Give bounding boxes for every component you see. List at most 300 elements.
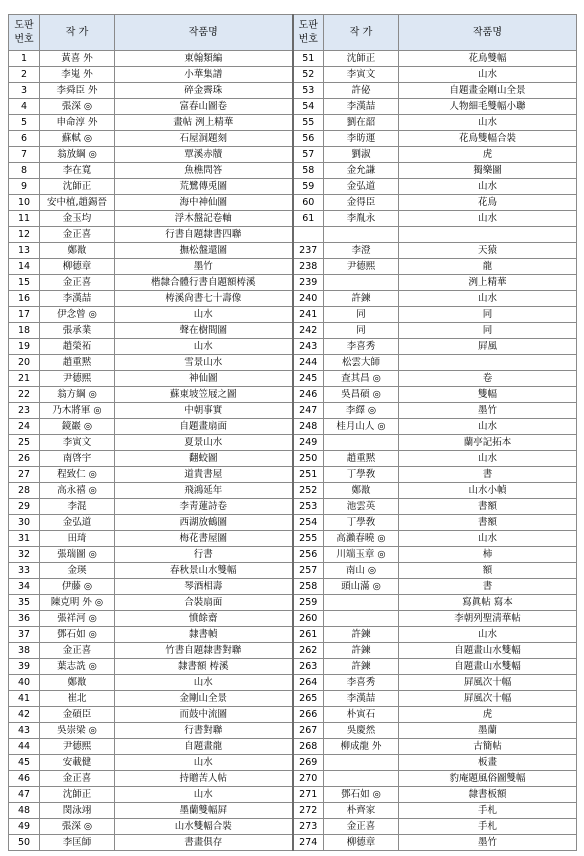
title-cell: 山水 [115, 307, 293, 323]
title-cell: 山水 [399, 67, 577, 83]
plate-number-cell: 13 [9, 243, 40, 259]
plate-number-cell: 11 [9, 211, 40, 227]
plate-number-cell: 33 [9, 563, 40, 579]
plate-number-cell: 58 [293, 163, 324, 179]
plate-number-cell: 248 [293, 419, 324, 435]
title-cell: 花鳥雙幅合裝 [399, 131, 577, 147]
plate-number-cell: 4 [9, 99, 40, 115]
plate-number-cell: 45 [9, 755, 40, 771]
table-row [9, 531, 577, 547]
artist-cell: 程致仁 ◎ [40, 467, 115, 483]
title-cell: 海中神仙圖 [115, 195, 293, 211]
artist-cell: 安中植,趙錫晉 [40, 195, 115, 211]
title-cell: 花鳥雙幅 [399, 51, 577, 67]
artist-cell: 桂月山人 ◎ [324, 419, 399, 435]
artist-cell: 李舜臣 外 [40, 83, 115, 99]
title-cell: 額 [399, 563, 577, 579]
plate-number-cell: 269 [293, 755, 324, 771]
title-cell: 金剛山全景 [115, 691, 293, 707]
artist-cell: 乃木將軍 ◎ [40, 403, 115, 419]
plate-number-cell: 273 [293, 819, 324, 835]
artist-cell: 吳慶然 [324, 723, 399, 739]
artist-cell: 池雲英 [324, 499, 399, 515]
plate-number-cell: 245 [293, 371, 324, 387]
title-cell: 翻蛟圖 [115, 451, 293, 467]
plate-number-cell: 6 [9, 131, 40, 147]
title-cell: 自題畫山水雙幅 [399, 643, 577, 659]
title-cell: 書 [399, 579, 577, 595]
plate-number-cell: 243 [293, 339, 324, 355]
plate-number-cell: 268 [293, 739, 324, 755]
artist-cell: 丁學敎 [324, 467, 399, 483]
artist-cell: 趙重黙 [40, 355, 115, 371]
plate-number-cell: 55 [293, 115, 324, 131]
artist-cell: 許鍊 [324, 643, 399, 659]
title-cell: 飛鴻延年 [115, 483, 293, 499]
title-cell: 虎 [399, 707, 577, 723]
title-cell: 古簡帖 [399, 739, 577, 755]
title-cell: 卷 [399, 371, 577, 387]
plate-number-cell: 46 [9, 771, 40, 787]
artist-cell: 吳崇梁 ◎ [40, 723, 115, 739]
table-row [9, 227, 577, 243]
title-cell: 李朝列聖淸華帖 [399, 611, 577, 627]
artist-cell: 張承業 [40, 323, 115, 339]
title-cell: 荒鷺傳兎圖 [115, 179, 293, 195]
title-cell: 花鳥 [399, 195, 577, 211]
title-cell: 蘭亭記拓本 [399, 435, 577, 451]
title-cell: 聲在樹間圖 [115, 323, 293, 339]
plate-number-cell: 59 [293, 179, 324, 195]
title-cell: 山水 [399, 291, 577, 307]
table-row [9, 659, 577, 675]
plate-number-cell: 36 [9, 611, 40, 627]
header-plate-number [293, 15, 324, 51]
plate-number-cell: 252 [293, 483, 324, 499]
table-row [9, 771, 577, 787]
header-title: 작품명 [399, 15, 577, 51]
artist-cell: 査其昌 ◎ [324, 371, 399, 387]
artist-cell: 鄧石如 ◎ [40, 627, 115, 643]
title-cell: 墨竹 [115, 259, 293, 275]
title-cell: 蘇東坡笠屐之圖 [115, 387, 293, 403]
title-cell: 合裝扇面 [115, 595, 293, 611]
title-cell: 李靑蓮詩卷 [115, 499, 293, 515]
plate-number-cell: 43 [9, 723, 40, 739]
title-cell: 山水 [115, 755, 293, 771]
table-row [9, 339, 577, 355]
title-cell: 自題畫扇面 [115, 419, 293, 435]
title-cell: 虎 [399, 147, 577, 163]
plate-number-cell: 266 [293, 707, 324, 723]
artist-cell: 南山 ◎ [324, 563, 399, 579]
plate-number-cell: 256 [293, 547, 324, 563]
artist-cell: 松雲大師 [324, 355, 399, 371]
title-cell: 石屋洞題刻 [115, 131, 293, 147]
plate-number-cell: 2 [9, 67, 40, 83]
title-cell: 行書自題隸書四聯 [115, 227, 293, 243]
artist-cell: 金弘道 [40, 515, 115, 531]
table-row [9, 115, 577, 131]
artist-cell: 趙重黙 [324, 451, 399, 467]
title-cell: 屛風次十幅 [399, 691, 577, 707]
plate-number-cell: 19 [9, 339, 40, 355]
title-cell: 山水 [399, 179, 577, 195]
title-cell: 行書 [115, 547, 293, 563]
title-cell: 春秋景山水雙幅 [115, 563, 293, 579]
plate-number-cell: 242 [293, 323, 324, 339]
title-cell: 山水 [399, 115, 577, 131]
title-cell: 屛風次十幅 [399, 675, 577, 691]
table-row [9, 611, 577, 627]
title-cell: 自題畫龍 [115, 739, 293, 755]
table-row [9, 467, 577, 483]
table-row [9, 243, 577, 259]
title-cell: 同 [399, 323, 577, 339]
plate-number-cell: 56 [293, 131, 324, 147]
plate-number-cell: 270 [293, 771, 324, 787]
artist-cell: 李嵬 外 [40, 67, 115, 83]
title-cell: 雙幅 [399, 387, 577, 403]
title-cell: 豹庵題風俗圖雙幅 [399, 771, 577, 787]
artist-cell: 張深 ◎ [40, 99, 115, 115]
table-row [9, 211, 577, 227]
title-cell: 雪景山水 [115, 355, 293, 371]
plate-number-cell: 38 [9, 643, 40, 659]
artist-cell [324, 611, 399, 627]
plate-number-cell: 27 [9, 467, 40, 483]
plate-number-cell: 8 [9, 163, 40, 179]
table-row [9, 595, 577, 611]
plate-number-cell: 251 [293, 467, 324, 483]
artist-cell: 朴寅石 [324, 707, 399, 723]
table-row [9, 419, 577, 435]
title-cell [399, 227, 577, 243]
artist-cell: 申命淳 外 [40, 115, 115, 131]
artist-cell: 金瑛 [40, 563, 115, 579]
title-cell: 覃溪赤牘 [115, 147, 293, 163]
table-row [9, 755, 577, 771]
table-row [9, 819, 577, 835]
title-cell: 山水 [399, 627, 577, 643]
title-cell: 中朝事實 [115, 403, 293, 419]
title-cell: 墨蘭雙幅屛 [115, 803, 293, 819]
artist-cell [324, 755, 399, 771]
artist-cell: 金正喜 [40, 643, 115, 659]
title-cell: 屛風 [399, 339, 577, 355]
artist-cell: 劉在韶 [324, 115, 399, 131]
plate-number-cell: 57 [293, 147, 324, 163]
table-row [9, 51, 577, 67]
title-cell: 楷隸合體行書自題額梼溪 [115, 275, 293, 291]
table-container [8, 14, 577, 851]
artist-cell: 柳成龍 外 [324, 739, 399, 755]
table-row [9, 787, 577, 803]
plate-number-cell: 30 [9, 515, 40, 531]
plate-number-cell: 10 [9, 195, 40, 211]
title-cell: 神仙圖 [115, 371, 293, 387]
artist-cell: 趙榮祏 [40, 339, 115, 355]
artist-cell [324, 595, 399, 611]
title-cell: 山水 [399, 419, 577, 435]
artist-cell: 鄧石如 ◎ [324, 787, 399, 803]
artist-cell: 張祥河 ◎ [40, 611, 115, 627]
title-cell [399, 355, 577, 371]
artist-cell: 尹德熙 [40, 371, 115, 387]
title-cell: 山水小幀 [399, 483, 577, 499]
table-row [9, 627, 577, 643]
header-plate-number [9, 15, 40, 51]
table-row [9, 83, 577, 99]
title-cell: 夏景山水 [115, 435, 293, 451]
artist-cell: 崔北 [40, 691, 115, 707]
plate-number-cell: 254 [293, 515, 324, 531]
plate-number-cell: 9 [9, 179, 40, 195]
artist-cell: 金玉均 [40, 211, 115, 227]
plate-number-cell: 28 [9, 483, 40, 499]
plate-number-cell: 1 [9, 51, 40, 67]
artist-cell: 陳克明 外 ◎ [40, 595, 115, 611]
plate-number-cell: 41 [9, 691, 40, 707]
table-row [9, 323, 577, 339]
plate-number-cell: 54 [293, 99, 324, 115]
plate-number-cell: 53 [293, 83, 324, 99]
plate-number-cell: 258 [293, 579, 324, 595]
artist-cell: 李漢喆 [40, 291, 115, 307]
header-plate-number-text: 도판 번호 [14, 19, 34, 45]
artist-cell: 尹德熙 [40, 739, 115, 755]
title-cell: 書額 [399, 515, 577, 531]
table-row [9, 563, 577, 579]
plate-number-cell: 253 [293, 499, 324, 515]
title-cell: 山水雙幅合裝 [115, 819, 293, 835]
plate-number-cell: 42 [9, 707, 40, 723]
title-cell: 魚樵問答 [115, 163, 293, 179]
table-row [9, 723, 577, 739]
artist-cell: 李匡師 [40, 835, 115, 851]
artist-cell: 金正喜 [40, 227, 115, 243]
plate-number-cell: 247 [293, 403, 324, 419]
artist-cell: 同 [324, 307, 399, 323]
header-plate-number-text: 도판 번호 [298, 19, 318, 45]
plate-number-cell: 18 [9, 323, 40, 339]
artist-cell: 金允謙 [324, 163, 399, 179]
table-row [9, 483, 577, 499]
artist-cell: 李喜秀 [324, 339, 399, 355]
table-row [9, 259, 577, 275]
artist-cell: 沈師正 [40, 787, 115, 803]
title-cell: 隸書額 梼溪 [115, 659, 293, 675]
artist-cell: 劉淑 [324, 147, 399, 163]
title-cell: 洌上精華 [399, 275, 577, 291]
table-row [9, 451, 577, 467]
artist-cell: 葉志詵 ◎ [40, 659, 115, 675]
artist-cell: 柳德章 [324, 835, 399, 851]
title-cell: 龍 [399, 259, 577, 275]
plate-number-cell: 51 [293, 51, 324, 67]
title-cell: 手札 [399, 803, 577, 819]
artist-cell: 柳德章 [40, 259, 115, 275]
title-cell: 書 [399, 467, 577, 483]
table-row [9, 355, 577, 371]
plate-number-cell: 48 [9, 803, 40, 819]
title-cell: 浮木盤記卷軸 [115, 211, 293, 227]
plate-number-cell: 37 [9, 627, 40, 643]
title-cell: 行書對聯 [115, 723, 293, 739]
table-row [9, 67, 577, 83]
artist-cell: 李喜秀 [324, 675, 399, 691]
title-cell: 山水 [399, 451, 577, 467]
title-cell: 柿 [399, 547, 577, 563]
artist-cell: 李胤永 [324, 211, 399, 227]
plate-number-cell: 23 [9, 403, 40, 419]
table-row [9, 499, 577, 515]
table-row [9, 291, 577, 307]
artist-cell: 許佖 [324, 83, 399, 99]
plate-number-cell: 5 [9, 115, 40, 131]
plate-number-cell: 24 [9, 419, 40, 435]
title-cell: 寫眞帖 寫本 [399, 595, 577, 611]
title-cell: 獨樂圖 [399, 163, 577, 179]
artist-cell: 李在寬 [40, 163, 115, 179]
plate-number-cell: 17 [9, 307, 40, 323]
title-cell: 碎金霽珠 [115, 83, 293, 99]
plate-number-cell: 20 [9, 355, 40, 371]
plate-number-cell: 263 [293, 659, 324, 675]
artist-cell: 金弘道 [324, 179, 399, 195]
artist-cell: 田琦 [40, 531, 115, 547]
title-cell: 而鼓中流圖 [115, 707, 293, 723]
artist-cell: 翁放綱 ◎ [40, 147, 115, 163]
artist-cell: 蘇軾 ◎ [40, 131, 115, 147]
plate-number-cell: 12 [9, 227, 40, 243]
plate-number-cell: 50 [9, 835, 40, 851]
artist-cell: 高瀨春曉 ◎ [324, 531, 399, 547]
plate-number-cell: 34 [9, 579, 40, 595]
plate-number-cell: 21 [9, 371, 40, 387]
artist-cell: 鄭敾 [40, 243, 115, 259]
table-row [9, 691, 577, 707]
plate-number-cell: 60 [293, 195, 324, 211]
title-cell: 山水 [399, 211, 577, 227]
plate-number-cell: 265 [293, 691, 324, 707]
header-artist: 작 가 [324, 15, 399, 51]
table-row [9, 163, 577, 179]
title-cell: 自題畫山水雙幅 [399, 659, 577, 675]
title-cell: 隸書幀 [115, 627, 293, 643]
plate-number-cell: 260 [293, 611, 324, 627]
plate-number-cell: 14 [9, 259, 40, 275]
artist-cell: 伊念曾 ◎ [40, 307, 115, 323]
header-row [9, 15, 577, 51]
table-row [9, 179, 577, 195]
plate-number-cell [293, 227, 324, 243]
artist-cell: 沈師正 [324, 51, 399, 67]
artist-cell [324, 275, 399, 291]
plate-number-cell: 262 [293, 643, 324, 659]
plate-number-cell: 47 [9, 787, 40, 803]
table-row [9, 707, 577, 723]
artist-cell: 李混 [40, 499, 115, 515]
title-cell: 自題畫金剛山全景 [399, 83, 577, 99]
artist-cell: 李澄 [324, 243, 399, 259]
title-cell: 墨竹 [399, 835, 577, 851]
title-cell: 道貴書屋 [115, 467, 293, 483]
artist-cell: 金正喜 [324, 819, 399, 835]
artist-cell: 金正喜 [40, 275, 115, 291]
plate-number-cell: 238 [293, 259, 324, 275]
plate-number-cell: 267 [293, 723, 324, 739]
header-artist: 작 가 [40, 15, 115, 51]
table-row [9, 547, 577, 563]
plate-number-cell: 274 [293, 835, 324, 851]
artist-cell: 李漢喆 [324, 99, 399, 115]
plate-number-cell: 29 [9, 499, 40, 515]
artist-cell: 鄭敾 [40, 675, 115, 691]
title-cell: 富春山圖卷 [115, 99, 293, 115]
artist-cell: 高永禧 ◎ [40, 483, 115, 499]
artist-cell: 李寅文 [324, 67, 399, 83]
plate-number-cell: 246 [293, 387, 324, 403]
plate-number-cell: 259 [293, 595, 324, 611]
plate-number-cell: 255 [293, 531, 324, 547]
title-cell: 撫松盤還圖 [115, 243, 293, 259]
table-row [9, 435, 577, 451]
plate-number-cell: 7 [9, 147, 40, 163]
title-cell: 山水 [115, 339, 293, 355]
title-cell: 西湖放鶴圖 [115, 515, 293, 531]
title-cell: 隸書板額 [399, 787, 577, 803]
title-cell: 梼溪尙書七十壽像 [115, 291, 293, 307]
plate-number-cell: 237 [293, 243, 324, 259]
artist-cell: 金得臣 [324, 195, 399, 211]
table-row [9, 403, 577, 419]
table-row [9, 371, 577, 387]
artist-cell: 李寅文 [40, 435, 115, 451]
title-cell: 墨蘭 [399, 723, 577, 739]
title-cell: 竹書自題隸書對聯 [115, 643, 293, 659]
artist-cell: 伊藤 ◎ [40, 579, 115, 595]
artist-cell: 沈師正 [40, 179, 115, 195]
plate-number-cell: 15 [9, 275, 40, 291]
table-row [9, 195, 577, 211]
artist-cell: 南啓宇 [40, 451, 115, 467]
table-row [9, 803, 577, 819]
plate-number-cell: 35 [9, 595, 40, 611]
artist-cell: 鄭敾 [324, 483, 399, 499]
artist-cell [324, 435, 399, 451]
artist-cell: 朴齊家 [324, 803, 399, 819]
title-cell: 天猿 [399, 243, 577, 259]
artist-cell: 李繹 ◎ [324, 403, 399, 419]
plate-number-cell: 239 [293, 275, 324, 291]
table-row [9, 387, 577, 403]
plate-number-cell: 52 [293, 67, 324, 83]
title-cell: 山水 [115, 675, 293, 691]
plate-list-table [8, 14, 577, 851]
artist-cell: 許鍊 [324, 659, 399, 675]
plate-number-cell: 249 [293, 435, 324, 451]
title-cell: 山水 [399, 531, 577, 547]
title-cell: 山水 [115, 787, 293, 803]
plate-number-cell: 49 [9, 819, 40, 835]
artist-cell: 許鍊 [324, 291, 399, 307]
artist-cell: 金碩臣 [40, 707, 115, 723]
plate-number-cell: 241 [293, 307, 324, 323]
title-cell: 板畫 [399, 755, 577, 771]
artist-cell [324, 227, 399, 243]
artist-cell: 李昉運 [324, 131, 399, 147]
